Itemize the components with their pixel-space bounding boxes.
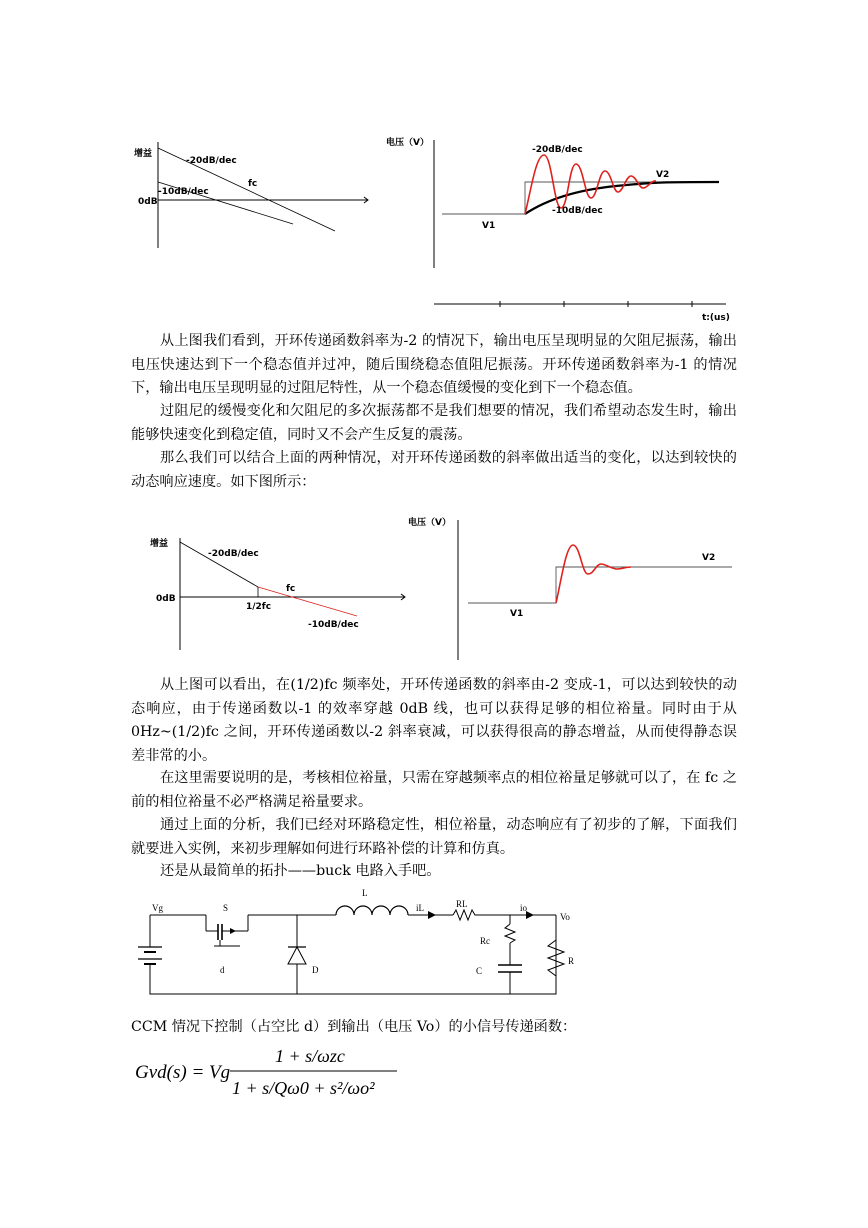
- voltage-label: 电压（V）: [408, 518, 451, 528]
- vo-label: Vo: [560, 912, 570, 922]
- slope-10-label: -10dB/dec: [552, 206, 603, 216]
- slope-20-label: -20dB/dec: [186, 156, 237, 166]
- paragraph-5: 在这里需要说明的是，考核相位裕量，只需在穿越频率点的相位裕量足够就可以了，在 fc 之前的相位裕量不必严格满足裕量要求。: [131, 770, 737, 810]
- paragraph-8: CCM 情况下控制（占空比 d）到输出（电压 Vo）的小信号传递函数：: [131, 1019, 577, 1035]
- rl-label: RL: [456, 899, 468, 909]
- fc-label: fc: [248, 179, 258, 189]
- zero-db-label: 0dB: [138, 197, 158, 207]
- formula-numerator: 1 + s/ωzc: [275, 1046, 345, 1066]
- rc-label: Rc: [480, 936, 490, 946]
- paragraph-1: 从上图我们看到，开环传递函数斜率为-2 的情况下，输出电压呈现明显的欠阻尼振荡，输出电压快速达到下一个稳态值并过冲，随后围绕稳态值阻尼振荡。开环传递函数斜率为-1 的情况下，输出电压呈现明显的过阻尼特性，从一个稳态值缓慢的变化到下一个稳态值。: [131, 333, 737, 396]
- diode-label: D: [312, 965, 319, 975]
- zero-db-label: 0dB: [156, 594, 176, 604]
- time-axis-label: t:(us): [702, 313, 730, 323]
- load-resistor-label: R: [568, 956, 575, 966]
- v1-label: V1: [482, 221, 496, 231]
- transfer-function-formula: [135, 1040, 435, 1100]
- paragraph-2: 过阻尼的缓慢变化和欠阻尼的多次振荡都不是我们想要的情况，我们希望动态发生时，输出能够快速变化到稳定值，同时又不会产生反复的震荡。: [131, 403, 737, 443]
- paragraph-4: 从上图可以看出，在(1/2)fc 频率处，开环传递函数的斜率由-2 变成-1，可以达到较快的动态响应，由于传递函数以-1 的效率穿越 0dB 线，也可以获得足够的相位裕量。同时由于从 0Hz~(1/2)fc 之间，开环传递函数以-2 斜率衰减，可以获得很高的静态增益，从而使得静态误差非常的小。: [131, 677, 737, 764]
- time-response-2: [406, 512, 736, 662]
- io-label: io: [520, 903, 528, 913]
- bode-plot-1: [128, 136, 378, 256]
- half-fc-label: 1/2fc: [246, 602, 272, 612]
- formula-denominator: 1 + s/Qω0 + s²/ωo²: [232, 1078, 375, 1098]
- fc-label: fc: [286, 584, 296, 594]
- vg-label: Vg: [152, 903, 163, 913]
- switch-label: S: [223, 903, 229, 913]
- gain-label: 增益: [150, 539, 169, 549]
- slope-20-label: -20dB/dec: [532, 145, 583, 155]
- bode-plot-2: [150, 532, 415, 657]
- inductor-label: L: [362, 888, 368, 898]
- slope-10-label: -10dB/dec: [308, 620, 359, 630]
- formula-lhs: Gvd(s) = Vg: [135, 1062, 231, 1083]
- v2-label: V2: [702, 553, 716, 563]
- time-response-1: [386, 130, 736, 325]
- duty-label: d: [220, 965, 225, 975]
- slope-20-label: -20dB/dec: [208, 549, 259, 559]
- capacitor-label: C: [476, 966, 483, 976]
- v1-label: V1: [510, 609, 524, 619]
- buck-circuit-diagram: [128, 880, 608, 1005]
- il-label: iL: [416, 903, 424, 913]
- voltage-label: 电压（V）: [386, 138, 429, 148]
- v2-label: V2: [656, 170, 670, 180]
- paragraph-6: 通过上面的分析，我们已经对环路稳定性，相位裕量，动态响应有了初步的了解，下面我们就要进入实例，来初步理解如何进行环路补偿的计算和仿真。: [131, 817, 737, 857]
- paragraph-7: 还是从最简单的拓扑——buck 电路入手吧。: [160, 863, 441, 879]
- slope-10-label: -10dB/dec: [158, 187, 209, 197]
- gain-label: 增益: [134, 149, 153, 159]
- paragraph-3: 那么我们可以结合上面的两种情况，对开环传递函数的斜率做出适当的变化，以达到较快的动态响应速度。如下图所示：: [131, 450, 737, 490]
